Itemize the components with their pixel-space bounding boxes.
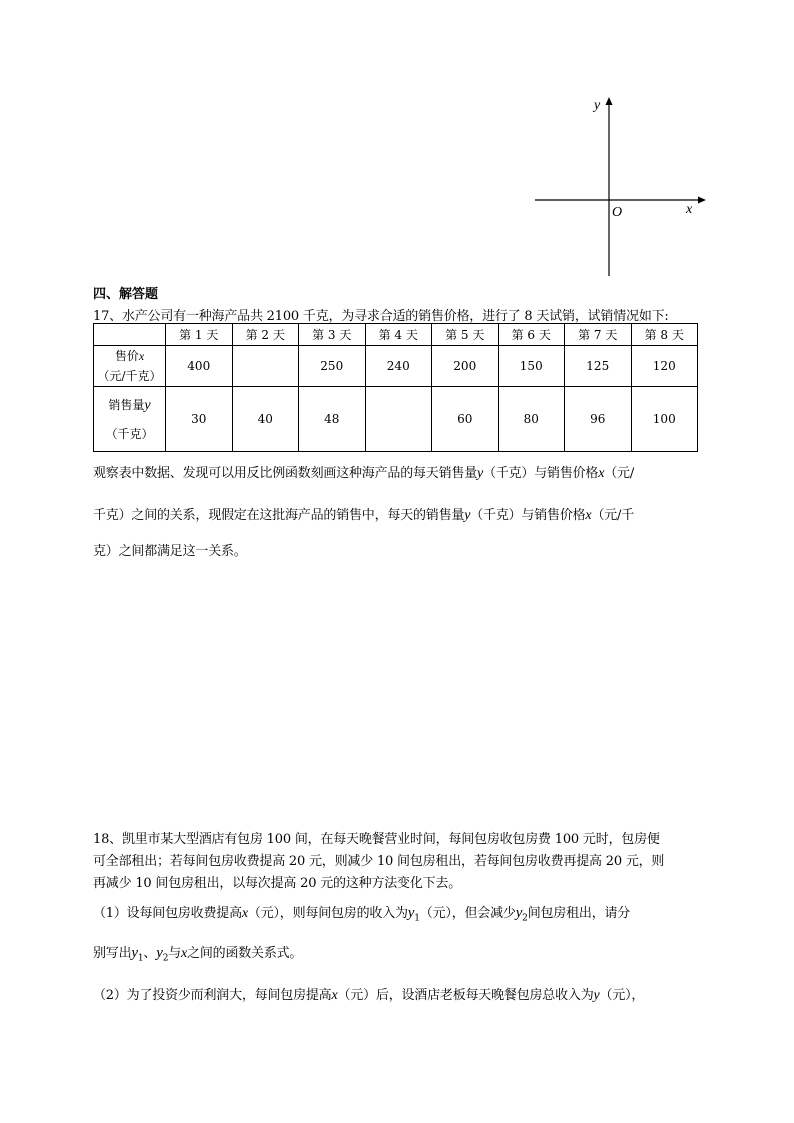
x-axis-label: x bbox=[686, 202, 693, 217]
text: 别写出 bbox=[93, 946, 132, 961]
text: （2）为了投资少而利润大，每间包房提高 bbox=[93, 988, 332, 1003]
text: （千克）与销售价格 bbox=[470, 508, 586, 523]
var-y: y bbox=[144, 397, 151, 413]
header-cell bbox=[94, 324, 166, 346]
table-cell: 100 bbox=[631, 387, 698, 452]
subscript: 2 bbox=[162, 953, 169, 964]
table-cell: 240 bbox=[365, 346, 432, 387]
table-cell: 96 bbox=[565, 387, 632, 452]
q17-paragraph-line-1 bbox=[93, 462, 634, 482]
table-cell: 40 bbox=[232, 387, 299, 452]
header-cell: 第 4 天 bbox=[365, 324, 432, 346]
text: 、 bbox=[143, 946, 157, 961]
table-cell: 30 bbox=[166, 387, 233, 452]
subscript: 1 bbox=[137, 953, 144, 964]
subscript: 2 bbox=[522, 913, 528, 924]
var-y1: y bbox=[131, 945, 138, 961]
text: （元/千 bbox=[591, 508, 635, 523]
text: （元），则每间包房的收入为 bbox=[247, 906, 408, 921]
header-cell: 第 2 天 bbox=[232, 324, 299, 346]
var-x: x bbox=[598, 466, 605, 481]
price-unit: （元/千克） bbox=[97, 369, 162, 383]
q18-subquestion-1 bbox=[93, 902, 630, 924]
header-cell: 第 5 天 bbox=[432, 324, 499, 346]
table-cell bbox=[232, 346, 299, 387]
text: 千克）之间的关系，现假定在这批海产品的销售中，每天的销售量 bbox=[93, 508, 465, 523]
origin-label: O bbox=[612, 205, 623, 220]
text: 与 bbox=[168, 946, 182, 961]
y-axis-label: y bbox=[594, 98, 601, 113]
table-cell: 80 bbox=[498, 387, 565, 452]
var-x: x bbox=[241, 906, 248, 921]
table-cell bbox=[365, 387, 432, 452]
q18-subquestion-2 bbox=[93, 984, 644, 1004]
quantity-label: 销售量 bbox=[108, 397, 145, 412]
q18-line-1: 18、凯里市某大型酒店有包房 100 间，在每天晚餐营业时间，每间包房收包房费 100 元时，包房便 bbox=[93, 832, 660, 847]
text: （元）， bbox=[599, 988, 645, 1003]
q17-paragraph-line-2 bbox=[93, 504, 634, 524]
text: （千克）与销售价格 bbox=[483, 466, 599, 481]
var-y: y bbox=[464, 508, 471, 523]
var-y2: y bbox=[156, 945, 163, 961]
header-cell: 第 7 天 bbox=[565, 324, 632, 346]
table-cell: 125 bbox=[565, 346, 632, 387]
var-y: y bbox=[477, 466, 484, 481]
q17-paragraph-line-3: 克）之间都满足这一关系。 bbox=[93, 544, 247, 559]
section-title: 四、解答题 bbox=[93, 287, 159, 302]
table-cell: 400 bbox=[166, 346, 233, 387]
row-header-quantity bbox=[94, 387, 166, 452]
subscript: 1 bbox=[414, 913, 420, 924]
table-cell: 200 bbox=[432, 346, 499, 387]
text: （元/ bbox=[604, 466, 635, 481]
price-label: 售价 bbox=[114, 349, 139, 363]
text: 间包房租出，请分 bbox=[527, 906, 631, 921]
var-y2: y bbox=[515, 905, 523, 921]
text: （元）后，设酒店老板每天晚餐包房总收入为 bbox=[337, 988, 594, 1003]
q18-subquestion-1-cont bbox=[93, 942, 302, 964]
header-cell: 第 1 天 bbox=[166, 324, 233, 346]
table-cell: 60 bbox=[432, 387, 499, 452]
quantity-unit: （千克） bbox=[105, 426, 154, 441]
text: （元），但会减少 bbox=[419, 906, 516, 921]
trial-sales-table bbox=[93, 323, 698, 452]
header-cell: 第 6 天 bbox=[498, 324, 565, 346]
var-y1: y bbox=[407, 905, 415, 921]
table-cell: 48 bbox=[299, 387, 366, 452]
var-y: y bbox=[593, 988, 600, 1003]
table-row-price bbox=[94, 346, 698, 387]
table-cell: 150 bbox=[498, 346, 565, 387]
table-header-row bbox=[94, 324, 698, 346]
row-header-price bbox=[94, 346, 166, 387]
table-cell: 120 bbox=[631, 346, 698, 387]
var-x: x bbox=[585, 508, 592, 523]
header-cell: 第 3 天 bbox=[299, 324, 366, 346]
header-cell: 第 8 天 bbox=[631, 324, 698, 346]
q18-line-2: 可全部租出；若每间包房收费提高 20 元，则减少 10 间包房租出，若每间包房收费再提高 20 元，则 bbox=[93, 854, 665, 869]
coordinate-axes bbox=[530, 90, 710, 280]
var-x: x bbox=[331, 988, 338, 1003]
var-x: x bbox=[138, 349, 145, 363]
y-axis-arrow bbox=[606, 97, 613, 105]
q18-line-3: 再减少 10 间包房租出，以每次提高 20 元的这种方法变化下去。 bbox=[93, 876, 462, 891]
text: （1）设每间包房收费提高 bbox=[93, 906, 242, 921]
var-x: x bbox=[181, 946, 188, 961]
table-row-quantity bbox=[94, 387, 698, 452]
table-cell: 250 bbox=[299, 346, 366, 387]
text: 观察表中数据、发现可以用反比例函数刻画这种海产品的每天销售量 bbox=[93, 466, 478, 481]
q17-intro: 17、水产公司有一种海产品共 2100 千克，为寻求合适的销售价格，进行了 8 天试销，试销情况如下: bbox=[93, 309, 669, 324]
text: 之间的函数关系式。 bbox=[187, 946, 303, 961]
x-axis-arrow bbox=[698, 197, 706, 204]
